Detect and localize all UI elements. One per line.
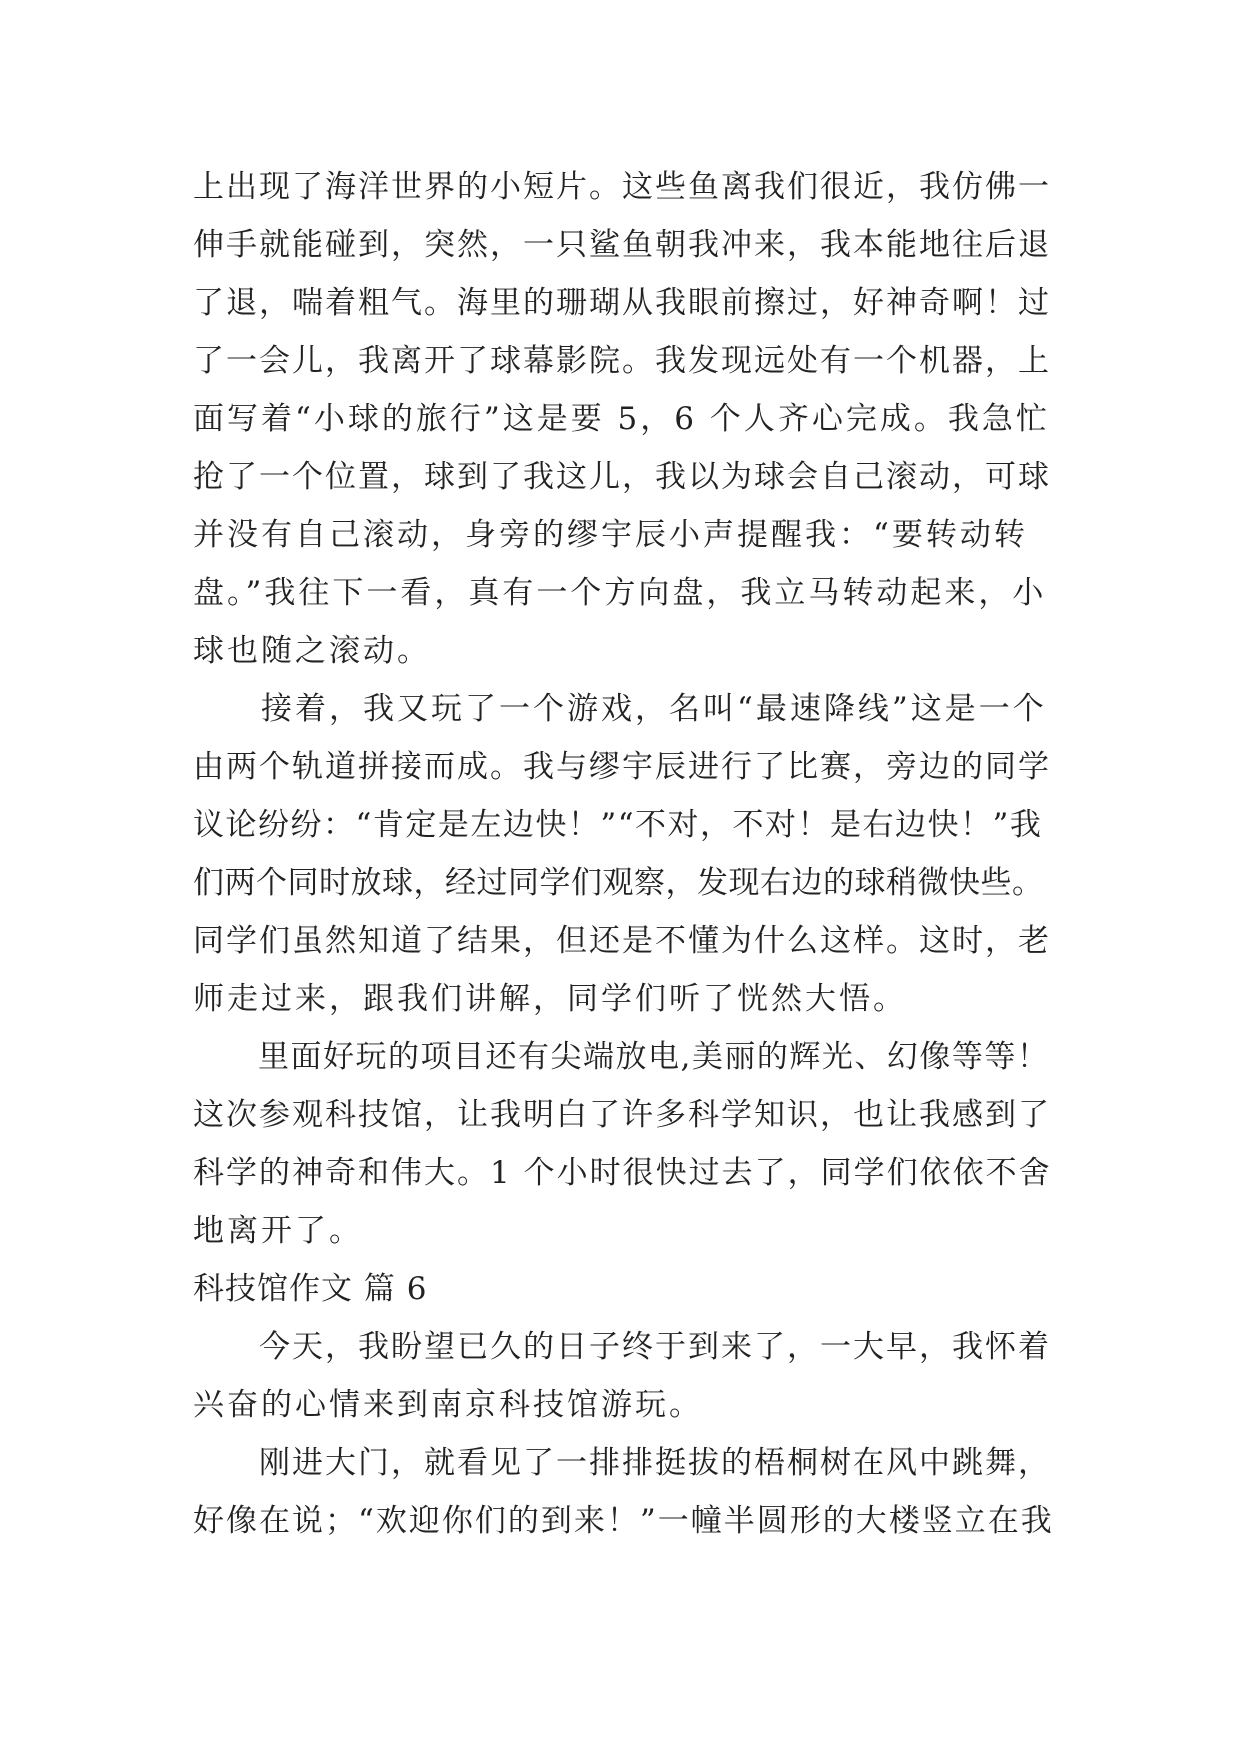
text-line: 议论纷纷：“肯定是左边快！”“不对，不对！是右边快！”我 (193, 807, 1043, 843)
text-line: 里面好玩的项目还有尖端放电,美丽的辉光、幻像等等！ (193, 1039, 1050, 1075)
text-line: 抢了一个位置，球到了我这儿，我以为球会自己滚动，可球 (193, 459, 1051, 495)
text-line: 好像在说；“欢迎你们的到来！”一幢半圆形的大楼竖立在我 (193, 1503, 1054, 1539)
text-line: 了退，喘着粗气。海里的珊瑚从我眼前擦过，好神奇啊！过 (193, 285, 1051, 321)
text-line: 上出现了海洋世界的小短片。这些鱼离我们很近，我仿佛一 (193, 169, 1051, 205)
text-line: 球也随之滚动。 (193, 633, 431, 669)
text-line: 们两个同时放球，经过同学们观察，发现右边的球稍微快些。 (193, 865, 1044, 901)
text-line: 科学的神奇和伟大。1 个小时很快过去了，同学们依依不舍 (193, 1155, 1052, 1191)
text-line: 面写着“小球的旅行”这是要 5，6 个人齐心完成。我急忙 (193, 401, 1050, 437)
text-line: 了一会儿，我离开了球幕影院。我发现远处有一个机器，上 (193, 343, 1051, 379)
text-line: 接着，我又玩了一个游戏，名叫“最速降线”这是一个 (193, 691, 1047, 727)
text-line: 盘。”我往下一看，真有一个方向盘，我立马转动起来，小 (193, 575, 1047, 611)
text-line: 并没有自己滚动，身旁的缪宇辰小声提醒我：“要转动转 (193, 517, 1028, 553)
text-line: 师走过来，跟我们讲解，同学们听了恍然大悟。 (193, 981, 907, 1017)
text-line: 这次参观科技馆，让我明白了许多科学知识，也让我感到了 (193, 1097, 1051, 1133)
text-line: 同学们虽然知道了结果，但还是不懂为什么这样。这时，老 (193, 923, 1051, 959)
text-line: 由两个轨道拼接而成。我与缪宇辰进行了比赛，旁边的同学 (193, 749, 1051, 785)
text-line: 兴奋的心情来到南京科技馆游玩。 (193, 1387, 703, 1423)
section-heading: 科技馆作文 篇 6 (193, 1271, 428, 1307)
text-line: 刚进大门，就看见了一排排挺拔的梧桐树在风中跳舞， (193, 1445, 1051, 1481)
text-line: 地离开了。 (193, 1213, 363, 1249)
text-line: 今天，我盼望已久的日子终于到来了，一大早，我怀着 (193, 1329, 1051, 1365)
document-body (193, 158, 1055, 1550)
text-line: 伸手就能碰到，突然，一只鲨鱼朝我冲来，我本能地往后退 (193, 227, 1051, 263)
